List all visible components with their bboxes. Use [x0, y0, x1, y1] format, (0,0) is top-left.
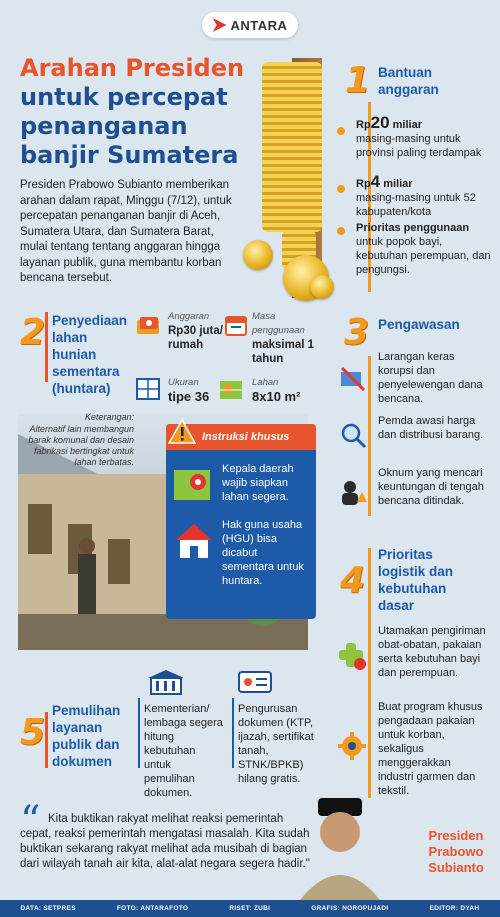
item1-unit: miliar	[389, 119, 422, 131]
item1-amount: 20	[370, 113, 390, 132]
item3-head: Prioritas penggunaan	[356, 222, 470, 234]
floorplan-icon	[135, 375, 163, 403]
section3-number: 3	[344, 312, 370, 353]
divider	[138, 698, 140, 768]
pointer-dot	[337, 127, 345, 135]
item3-desc: untuk popok bayi, kebutuhan perempuan, dan pengungsi.	[356, 236, 491, 276]
lahan-label: Lahan	[252, 377, 279, 388]
keterangan-block	[24, 410, 134, 468]
ukuran-value: tipe 36	[168, 389, 210, 404]
section2-number: 2	[20, 312, 46, 353]
footer	[0, 900, 500, 917]
suspect-icon	[338, 478, 368, 508]
section1-item3	[356, 221, 491, 277]
lahan-block	[252, 376, 312, 404]
section5-title: Pemulihan layanan publik dan dokumen	[52, 703, 121, 769]
section1-item1	[356, 113, 491, 160]
magnifier-icon	[338, 420, 368, 450]
pointer-dot	[337, 227, 345, 235]
item2-amount: 4	[370, 172, 381, 191]
intro-text: Presiden Prabowo Subianto memberikan arahan dalam rapat, Minggu (7/12), untuk percepatan penanganan banjir di Aceh, Sumatera Utara, dan Sumatera Barat, mulai tentang tentang anggaran hingga layanan publik, guna membantu korban bencana tersebut.	[20, 179, 232, 284]
gear-icon	[336, 730, 368, 762]
coin-stack	[262, 62, 322, 232]
antara-mark-icon	[213, 18, 227, 32]
map-pin-icon	[172, 462, 216, 506]
section1-number: 1	[345, 60, 371, 101]
section5-c1: Kementerian/ lembaga segera hitung kebutuhan untuk pemulihan dokumen.	[144, 703, 223, 799]
building-icon	[146, 668, 186, 696]
item2-desc: masing-masing untuk 52 kabupaten/kota	[356, 192, 476, 218]
section4-b1: Utamakan pengiriman obat-obatan, pakaian serta kebutuhan bayi dan perempuan.	[378, 625, 486, 679]
anggaran-value: Rp30 juta/ rumah	[168, 325, 223, 351]
masa-label: Masa penggunaan	[252, 311, 305, 336]
section3-title: Pengawasan	[378, 317, 460, 332]
section5-c2: Pengurusan dokumen (KTP, ijazah, sertifikat tanah, STNK/BPKB) hilang gratis.	[238, 703, 314, 785]
section4-bar	[368, 548, 371, 798]
title-line3: penanganan	[20, 112, 188, 140]
antara-logo	[202, 12, 298, 38]
money-icon	[135, 312, 163, 340]
warning-icon	[168, 418, 196, 446]
page-title	[20, 54, 260, 170]
brand-name: ANTARA	[230, 17, 288, 33]
footer-grafis: GRAFIS: NOROPUJADI	[311, 905, 389, 912]
section2-title: Penyediaan lahan hunian sementara (huntara)	[52, 313, 128, 396]
item1-prefix: Rp	[356, 119, 371, 131]
title-line1: Arahan Presiden	[20, 54, 245, 82]
section1-title: Bantuan anggaran	[378, 65, 439, 97]
instruksi2-text: Hak guna usaha (HGU) bisa dicabut sementara untuk huntara.	[222, 519, 304, 587]
speaker-name: Presiden Prabowo Subianto	[428, 828, 484, 875]
footer-editor: EDITOR: DYAH	[429, 905, 480, 912]
pointer-dot	[337, 185, 345, 193]
item2-prefix: Rp	[356, 178, 371, 190]
house-icon	[172, 520, 216, 564]
speaker-portrait	[300, 790, 400, 900]
section3-b1: Larangan keras korupsi dan penyelewengan dana bencana.	[378, 351, 483, 405]
keterangan-text: Alternatif lain membangun barak komunal dan desain fabrikasi bertingkat untuk lahan terbatas.	[28, 424, 134, 467]
section3-b3: Oknum yang mencari keuntungan di tengah bencana ditindak.	[378, 467, 484, 507]
section4-b2: Buat program khusus pengadaan pakaian untuk korban, sekaligus menggerakkan industri garmen dan tekstil.	[378, 701, 483, 797]
footer-riset: RISET: ZUBI	[229, 905, 271, 912]
section3-bar	[368, 356, 371, 516]
masa-value: maksimal 1 tahun	[252, 339, 315, 365]
section3-b2: Pemda awasi harga dan distribusi barang.	[378, 415, 484, 441]
lahan-value: 8x10 m²	[252, 389, 301, 404]
land-icon	[218, 375, 246, 403]
section2-bar	[45, 312, 48, 382]
title-line4: banjir Sumatera	[20, 141, 239, 169]
ukuran-block	[168, 376, 224, 404]
section4-title: Prioritas logistik dan kebutuhan dasar	[378, 547, 454, 613]
divider	[232, 698, 234, 768]
coin	[243, 240, 273, 270]
item2-unit: miliar	[380, 178, 413, 190]
quote-mark-icon: “	[20, 798, 41, 844]
instruksi1-text: Kepala daerah wajib siapkan lahan segera.	[222, 463, 294, 503]
ukuran-label: Ukuran	[168, 377, 199, 388]
anggaran-block	[168, 310, 228, 352]
item1-desc: masing-masing untuk provinsi paling terdampak	[356, 133, 482, 159]
masa-block	[252, 310, 314, 366]
section5-number: 5	[20, 712, 46, 753]
coin	[310, 275, 334, 299]
section5-bar	[45, 712, 48, 768]
keterangan-label: Keterangan:	[84, 412, 134, 422]
quote-text: Kita buktikan rakyat melihat reaksi pemerintah cepat, reaksi pemerintah mengatasi masalah. Kita sudah buktikan sekarang rakyat melihat ada musibah di bagian dari wilayah tanah air kita, alat-alat negara segera hadir."	[20, 813, 310, 870]
anggaran-label: Anggaran	[168, 311, 210, 322]
title-line2: untuk percepat	[20, 83, 228, 111]
calendar-icon	[224, 312, 250, 338]
instruksi-head: Instruksi khusus	[166, 424, 316, 450]
section1-item2	[356, 172, 491, 219]
section4-number: 4	[340, 560, 366, 601]
money-ban-icon	[338, 364, 368, 394]
footer-data: DATA: SETPRES	[20, 905, 76, 912]
medicine-icon	[336, 640, 368, 672]
id-card-icon	[236, 668, 276, 696]
footer-foto: FOTO: ANTARAFOTO	[116, 905, 189, 912]
